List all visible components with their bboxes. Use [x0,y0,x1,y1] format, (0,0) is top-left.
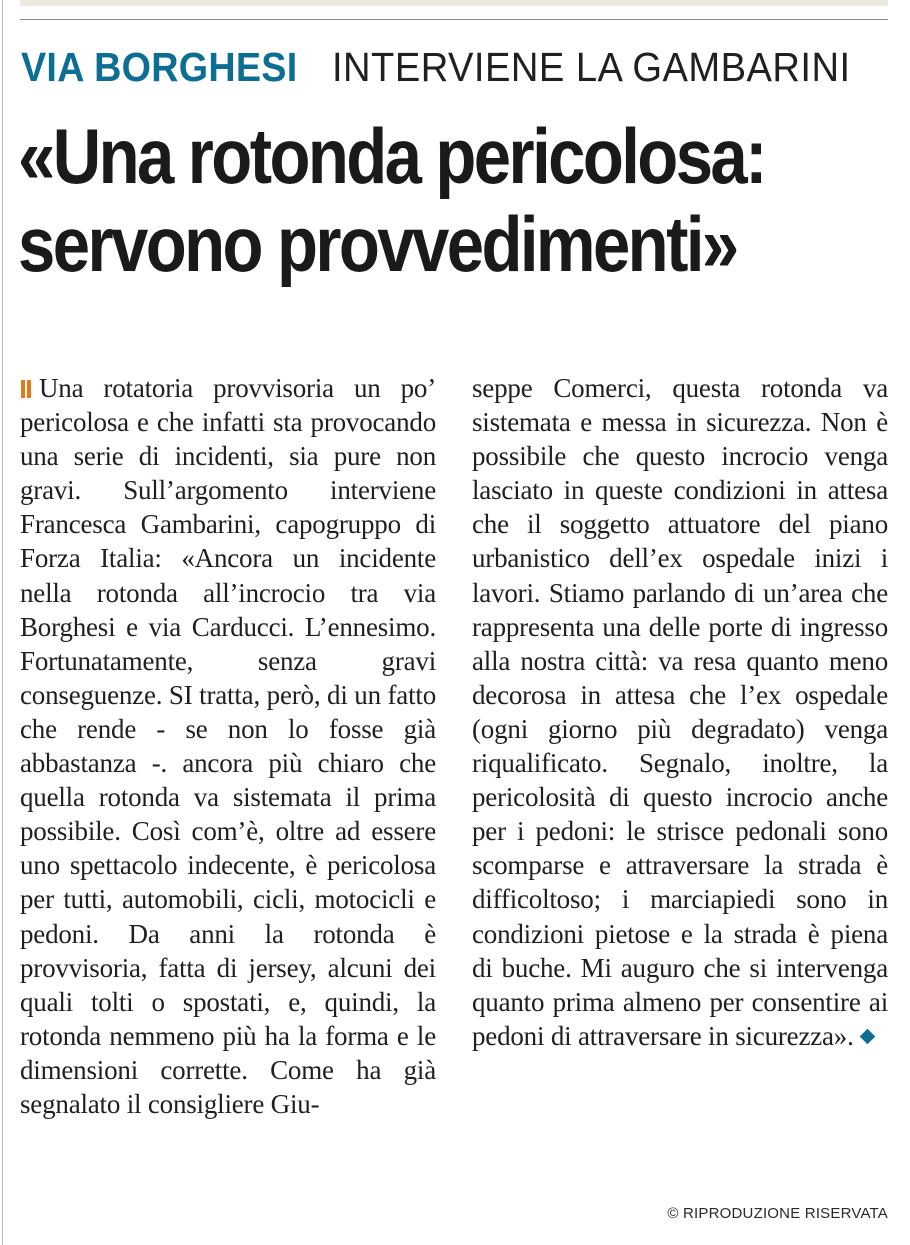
column-2-text: seppe Comerci, questa rotonda va sistemata e messa in sicurezza. Non è possibile che questo incrocio venga lasciato in queste condizioni in attesa che il soggetto attuatore del piano urbanistico dell’ex ospedale inizi i lavori. Stiamo parlando di un’area che rappresenta una delle porte di ingresso alla nostra città: va resa quanto meno decorosa in attesa che l’ex ospedale (ogni giorno più degradato) venga riqualificato. Segnalo, inoltre, la pericolosità di questo incrocio anche per i pedoni: le strisce pedonali sono scomparse e attraversare la strada è difficoltoso; i marciapiedi sono in condizioni pietose e la strada è piena di buche. Mi auguro che si intervenga quanto prima almeno per consentire ai pedoni di attraversare in sicurezza». [472,373,888,1051]
article-body [20,371,888,1121]
top-divider [20,19,888,20]
diamond-end-icon [859,1029,875,1045]
headline [18,112,898,288]
article-column-2 [472,371,888,1121]
kicker-subtitle: INTERVIENE LA GAMBARINI [331,44,851,90]
article-column-1 [20,371,436,1121]
column-2-paragraph [472,371,888,1053]
copyright-notice: © RIPRODUZIONE RISERVATA [667,1205,888,1222]
column-1-text: Una rotatoria provvisoria un po’ pericolosa e che infatti sta provocando una serie di incidenti, sia pure non gravi. Sull’argomento interviene Francesca Gambarini, capogruppo di Forza Italia: «Ancora un incidente nella rotonda all’incrocio tra via Borghesi e via Carducci. L’ennesimo. Fortunatamente, senza gravi conseguenze. SI tratta, però, di un fatto che rende - se non lo fosse già abbastanza -. ancora più chiaro che quella rotonda va sistemata il prima possibile. Così com’è, oltre ad essere uno spettacolo indecente, è pericolosa per tutti, automobili, cicli, motocicli e pedoni. Da anni la rotonda è provvisoria, fatta di jersey, alcuni dei quali tolti o spostati, e, quindi, la rotonda nemmeno più ha la forma e le dimensioni corrette. Come ha già segnalato il consigliere Giu- [20,373,436,1119]
kicker-topic: VIA BORGHESI [21,44,298,90]
top-color-strip [20,0,888,6]
headline-line-2: servono provvedimenti» [18,200,737,288]
double-bar-marker-icon [20,380,34,398]
kicker [21,44,889,100]
headline-line-1: «Una rotonda pericolosa: [18,112,765,200]
column-1-paragraph [20,371,436,1121]
page-edge-rule [2,0,3,1245]
